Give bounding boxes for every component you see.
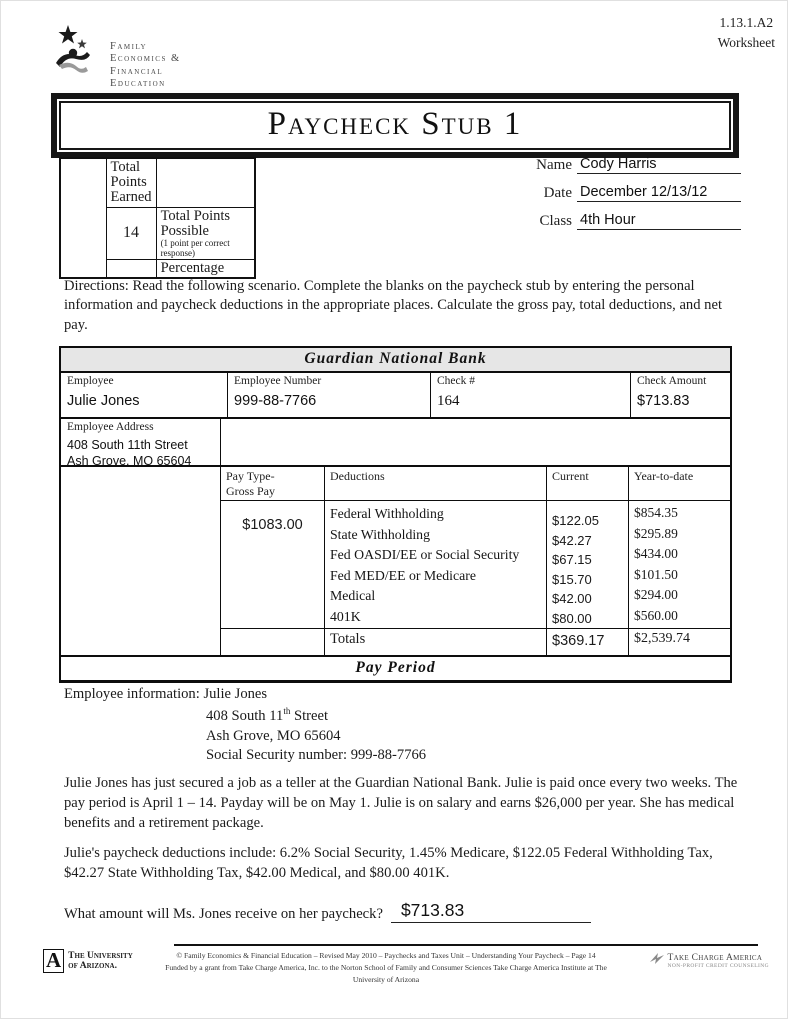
gross-pay-value[interactable]: $1083.00 [221,501,325,629]
deduction-name-list [325,501,547,629]
deductions-header-cell: Deductions [325,467,547,501]
fefe-logo [46,23,742,91]
tca-logo-text: Take Charge America NON-PROFIT CREDIT COUNSELING [667,952,769,969]
deduction-ytd: $295.89 [634,525,678,541]
employee-info-ssn: Social Security number: 999-88-7766 [206,747,427,764]
ua-a-icon: A [43,949,64,973]
date-field [529,184,741,202]
document-id [718,13,775,54]
deduction-current: $67.15 [552,552,592,568]
page-header [46,23,742,90]
employee-address-value[interactable]: 408 South 11th Street Ash Grove, MO 65604 [67,438,192,468]
footer-credits [151,950,621,985]
doc-type: Worksheet [717,35,775,51]
tca-swoosh-icon [649,951,665,970]
deduction-ytd: $560.00 [634,607,678,623]
take-charge-america-logo [649,951,769,970]
deduction-current: $42.27 [552,532,592,548]
doc-code: 1.13.1.A2 [719,15,774,30]
pay-period-label: Pay Period [355,659,436,676]
employee-info-street: 408 South 11th Street [206,705,329,724]
score-points-value[interactable]: 14 [106,207,156,259]
address-row-empty-cell [221,419,730,465]
detail-left-empty-cell [61,467,221,655]
deductions-paragraph: Julie's paycheck deductions include: 6.2% Social Security, 1.45% Medicare, $122.05 Federal Withholding Tax, $42.27 State Withholding Tax, $42.00 Medical, and $80.00 401K. [64,845,713,881]
deduction-current: $42.00 [552,591,592,607]
page-title: Paycheck Stub 1 [267,106,523,142]
employee-value[interactable]: Julie Jones [67,393,140,409]
bank-name-band [61,348,730,373]
ua-logo-text: The University of Arizona. [68,950,133,971]
name-field [529,156,741,174]
deduction-current: $80.00 [552,610,592,626]
totals-current-value[interactable]: $369.17 [547,629,629,655]
fefe-star-figure-icon [46,23,104,81]
deduction-name: State Withholding [330,526,430,542]
footer-divider [174,944,758,946]
directions-text: Directions: Read the following scenario. Complete the blanks on the paycheck stub by entering the personal information and paycheck deductions in the appropriate places. Calculate the gross pay, total deductions, and net pay. [64,278,722,333]
answer-blank[interactable]: $713.83 [391,900,591,923]
score-note: (1 point per correct response) [160,238,230,258]
fefe-logo-text: Family Economics & Financial Education [110,41,181,90]
employee-info-name: Julie Jones [203,686,268,702]
question-row [64,900,740,923]
deduction-name: Federal Withholding [330,506,444,521]
title-banner [51,93,739,158]
stub-top-row [61,373,730,419]
footer-credit-line-2: Funded by a grant from Take Charge America, Inc. to the Norton School of Family and Consumer Sciences Take Charge America Institute at The University of Arizona [165,962,607,984]
date-label: Date [543,185,572,201]
check-amount-value[interactable]: $713.83 [637,393,690,409]
pay-period-band [61,655,730,680]
employee-label: Employee [67,375,114,387]
totals-label: Totals [325,629,547,655]
check-amount-cell [631,373,730,417]
stub-address-row [61,419,730,467]
stub-detail-grid [61,467,730,655]
deduction-ytd-list [629,501,730,629]
ytd-header-cell: Year-to-date [629,467,730,501]
bank-name: Guardian National Bank [304,350,487,367]
student-fields [529,156,741,240]
totals-ytd-value: $2,539.74 [634,631,690,646]
current-header-cell: Current [547,467,629,501]
totals-empty-cell [221,629,325,655]
score-table [59,157,256,279]
score-label-possible: Total Points Possible [160,207,231,239]
deduction-name: Fed OASDI/EE or Social Security [330,547,520,563]
deduction-name: 401K [330,608,361,624]
check-amount-label: Check Amount [637,375,707,387]
footer-credit-line-1: © Family Economics & Financial Education – Revised May 2010 – Paychecks and Taxes Unit – Understanding Your Paycheck – Page 14 [176,951,596,960]
page-footer [1,944,787,994]
employee-cell [61,373,228,417]
deduction-current: $122.05 [552,513,599,528]
check-number-cell [431,373,631,417]
class-value[interactable]: 4th Hour [577,212,741,230]
university-of-arizona-logo [43,949,133,973]
name-value[interactable]: Cody Harris [577,156,741,174]
score-label-percentage: Percentage [156,259,255,278]
deduction-name: Medical [330,588,376,604]
date-value[interactable]: December 12/13/12 [577,184,741,202]
deduction-ytd: $854.35 [634,505,678,520]
employee-number-label: Employee Number [234,375,322,387]
score-label-earned: Total Points Earned [106,158,156,207]
deduction-ytd: $294.00 [634,587,678,603]
deduction-current: $15.70 [552,571,592,587]
deduction-name: Fed MED/EE or Medicare [330,567,476,583]
pay-type-header-cell: Pay Type- Gross Pay [221,467,325,501]
paycheck-stub-table [59,346,732,683]
check-number-label: Check # [437,375,476,387]
employee-info-city: Ash Grove, MO 65604 [206,727,341,744]
employee-number-value[interactable]: 999-88-7766 [234,393,317,409]
employee-info-label: Employee information: [64,686,200,702]
score-row-earned [60,158,255,207]
class-label: Class [539,213,572,229]
deduction-current-list[interactable] [547,501,629,629]
class-field [529,212,741,230]
employee-number-cell [228,373,431,417]
employee-address-cell [61,419,221,468]
deduction-ytd: $434.00 [634,546,678,562]
employee-info-block [64,685,684,766]
employee-address-label: Employee Address [67,421,154,433]
question-text: What amount will Ms. Jones receive on her paycheck? [64,906,383,922]
check-number-value: 164 [437,393,460,409]
name-label: Name [536,157,572,173]
deduction-ytd: $101.50 [634,566,678,582]
scenario-paragraph: Julie Jones has just secured a job as a teller at the Guardian National Bank. Julie is paid once every two weeks. The pay period is April 1 – 14. Payday will be on May 1. Julie is on salary and earns $26,000 per year. She has medical benefits and a retirement package. [64,775,738,831]
